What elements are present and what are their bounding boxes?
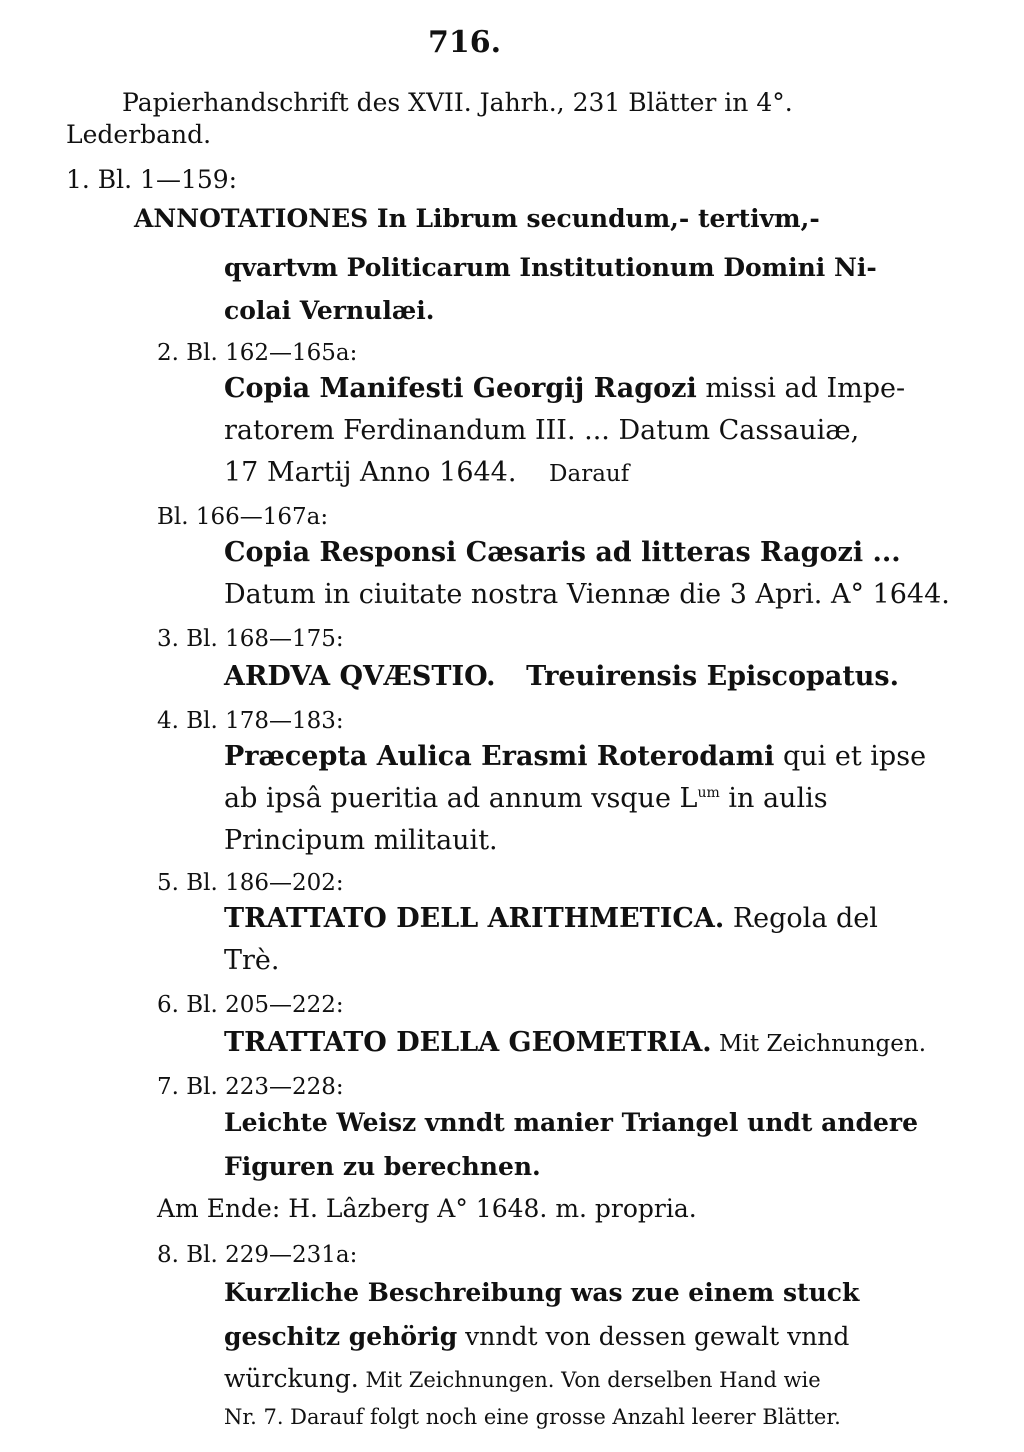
entry-5-title: TRATTATO DELL ARITHMETICA. [224,903,725,934]
entry-4-line-1-rest: qui et ipse [774,741,927,772]
entry-4-line-1 [224,740,926,774]
entry-2b-title: Copia Responsi Cæsaris ad litteras Ragozi ... [224,537,901,568]
entry-4-superscript: um [697,785,720,801]
entry-2-line-3 [224,456,629,491]
entry-8-line-4: Nr. 7. Darauf folgt noch eine grosse Anzahl leerer Blätter. [224,1405,841,1429]
entry-7-line-2: Figuren zu berechnen. [224,1152,541,1181]
entry-4-line-2-a: ab ipsâ pueritia ad annum vsque L [224,783,698,814]
entry-6-title: TRATTATO DELLA GEOMETRIA. [224,1027,712,1058]
entry-5-line-2: Trè. [224,945,280,976]
entry-6-title-rest: Mit Zeichnungen. [711,1031,926,1057]
entry-8-line-3 [224,1362,821,1397]
entry-8-ref: 8. Bl. 229—231a: [157,1242,358,1268]
entry-4-title: Præcepta Aulica Erasmi Roterodami [224,741,775,772]
entry-2-line-2: ratorem Ferdinandum III. ... Datum Cassauiæ, [224,415,860,446]
entry-7-note: Am Ende: H. Lâzberg A° 1648. m. propria. [157,1194,697,1223]
entry-2-line-3-small: Darauf [549,461,630,487]
entry-4-line-2 [224,782,828,816]
entry-8-line-2-rest: vnndt von dessen gewalt vnnd [457,1322,850,1351]
entry-2-ref: 2. Bl. 162—165a: [157,340,358,366]
entry-1-ref: 1. Bl. 1—159: [66,165,238,194]
entry-7-ref: 7. Bl. 223—228: [157,1074,344,1100]
entry-4-ref: 4. Bl. 178—183: [157,708,344,734]
entry-2b-line-2: Datum in ciuitate nostra Viennæ die 3 Apri. A° 1644. [224,579,950,610]
page-number: 716. [428,25,502,60]
entry-3-line-1 [224,660,899,694]
entry-1-title-line-2: qvartvm Politicarum Institutionum Domini Ni- [224,253,877,282]
entry-4-line-2-b: in aulis [719,783,828,814]
entry-3-title-rest: Treuirensis Episcopatus. [526,661,900,692]
entry-7-line-1: Leichte Weisz vnndt manier Triangel undt andere [224,1108,919,1137]
header-line-1: Papierhandschrift des XVII. Jahrh., 231 Blätter in 4°. [122,88,793,117]
entry-1-title-line-1: ANNOTATIONES In Librum secundum,- tertivm,- [134,204,820,233]
entry-2-line-3-text: 17 Martij Anno 1644. [224,457,517,488]
entry-5-ref: 5. Bl. 186—202: [157,870,344,896]
entry-8-line-1: Kurzliche Beschreibung was zue einem stuck [224,1278,860,1307]
entry-3-title: ARDVA QVÆSTIO. [224,661,496,692]
entry-8-line-2 [224,1320,849,1354]
entry-1-title-line-3: colai Vernulæi. [224,296,435,325]
entry-5-title-rest: Regola del [724,903,878,934]
entry-2-title: Copia Manifesti Georgij Ragozi [224,373,697,404]
entry-6-ref: 6. Bl. 205—222: [157,992,344,1018]
entry-8-line-3-a: würckung. [224,1364,359,1393]
entry-3-ref: 3. Bl. 168—175: [157,626,344,652]
entry-4-line-3: Principum militauit. [224,825,498,856]
entry-2-line-1 [224,372,905,406]
entry-2b-ref: Bl. 166—167a: [157,504,329,530]
entry-6-line-1 [224,1026,926,1061]
entry-5-line-1 [224,902,878,936]
entry-8-line-3-b: Mit Zeichnungen. Von derselben Hand wie [358,1368,821,1392]
header-line-2: Lederband. [66,120,212,149]
entry-2-line-1-rest: missi ad Impe- [696,373,906,404]
entry-8-line-2-bold: geschitz gehörig [224,1322,458,1351]
